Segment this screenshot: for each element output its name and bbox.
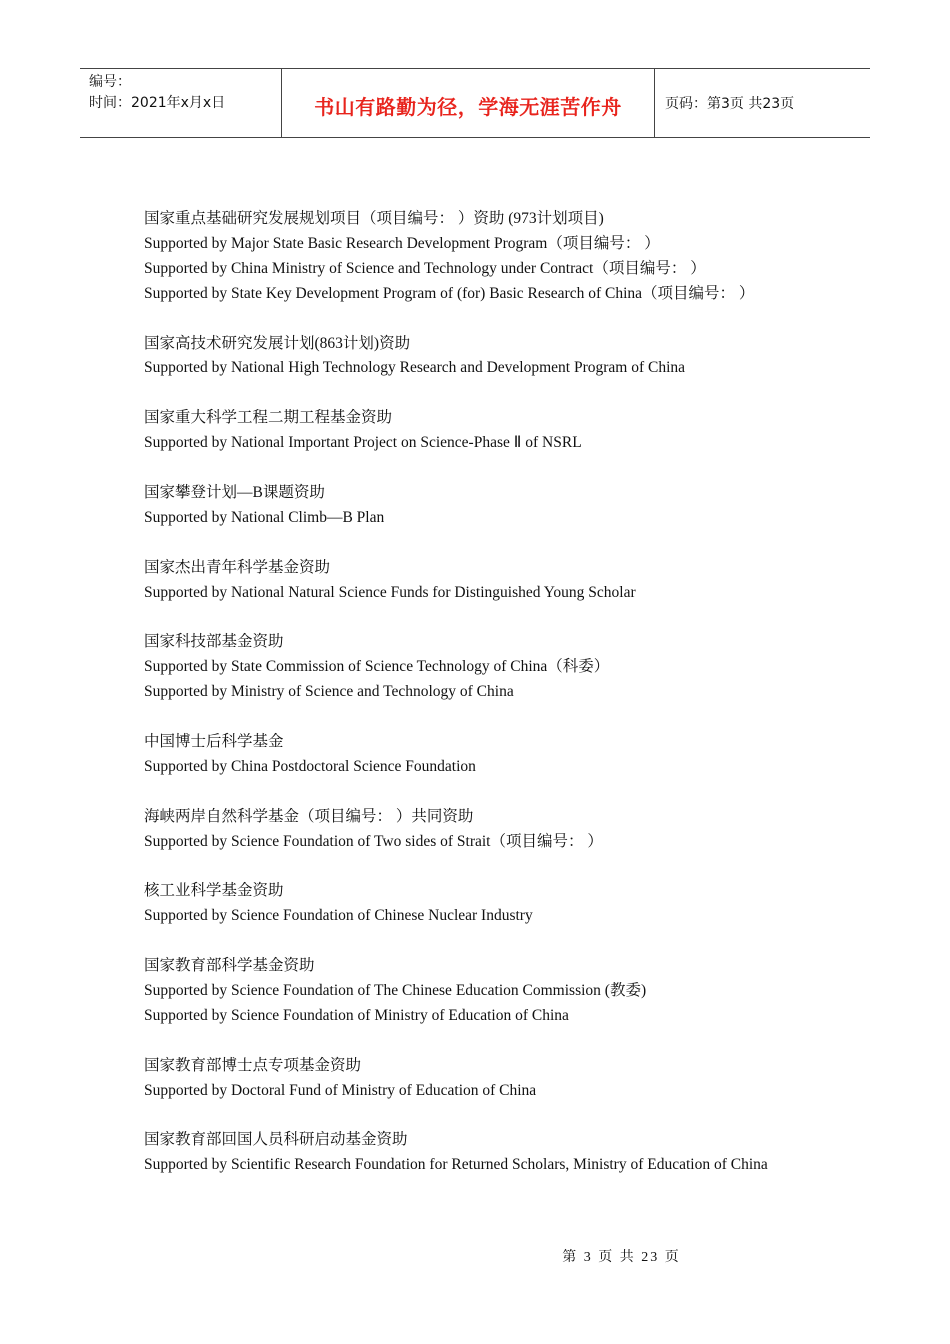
funding-cn: 国家教育部回国人员科研启动基金资助 — [144, 1131, 408, 1149]
funding-block — [144, 556, 806, 606]
funding-en: Supported by National Important Project on Science-Phase Ⅱ of NSRL — [144, 434, 582, 452]
funding-block — [144, 481, 806, 531]
funding-block — [144, 954, 806, 1029]
funding-block — [144, 730, 806, 780]
funding-en: Supported by Ministry of Science and Technology of China — [144, 683, 514, 701]
funding-block — [144, 630, 806, 705]
funding-en: Supported by Science Foundation of Ministry of Education of China — [144, 1006, 569, 1024]
header-motto-cell — [282, 69, 655, 137]
header-meta — [80, 69, 282, 137]
page-footer: 第 3 页 共 23 页 — [562, 1250, 681, 1265]
funding-cn: 国家杰出青年科学基金资助 — [144, 558, 331, 576]
funding-cn: 中国博士后科学基金 — [144, 732, 284, 750]
funding-en: Supported by Scientific Research Foundation for Returned Scholars, Ministry of Education of China — [144, 1156, 768, 1174]
funding-cn: 国家科技部基金资助 — [144, 633, 284, 651]
funding-cn: 国家攀登计划—B课题资助 — [144, 483, 325, 501]
funding-en: Supported by State Key Development Program of (for) Basic Research of China（项目编号： ） — [144, 284, 755, 302]
serial-label: 编号： — [89, 74, 131, 90]
funding-en: Supported by Doctoral Fund of Ministry of Education of China — [144, 1081, 537, 1099]
funding-en: Supported by Science Foundation of The Chinese Education Commission (教委) — [144, 981, 647, 999]
date-label: 时间：2021年x月x日 — [89, 95, 226, 111]
funding-cn: 核工业科学基金资助 — [144, 882, 284, 900]
funding-en: Supported by National Climb—B Plan — [144, 508, 385, 526]
funding-cn: 国家重大科学工程二期工程基金资助 — [144, 409, 393, 427]
motto: 书山有路勤为径，学海无涯苦作舟 — [314, 94, 622, 119]
funding-en: Supported by National High Technology Research and Development Program of China — [144, 359, 686, 377]
funding-block — [144, 1128, 806, 1178]
funding-block — [144, 1054, 806, 1104]
funding-block — [144, 879, 806, 929]
funding-cn: 国家重点基础研究发展规划项目（项目编号： ）资助 (973计划项目) — [144, 210, 604, 227]
funding-cn: 海峡两岸自然科学基金（项目编号： ）共同资助 — [144, 807, 474, 825]
funding-en: Supported by State Commission of Science Technology of China（科委） — [144, 658, 610, 676]
funding-en: Supported by National Natural Science Funds for Distinguished Young Scholar — [144, 583, 636, 601]
funding-cn: 国家教育部科学基金资助 — [144, 957, 315, 975]
funding-en: Supported by Science Foundation of Chinese Nuclear Industry — [144, 907, 533, 925]
funding-cn: 国家高技术研究发展计划(863计划)资助 — [144, 334, 411, 352]
funding-block — [144, 207, 806, 307]
page-header — [80, 68, 870, 138]
funding-block — [144, 406, 806, 456]
header-page-cell — [655, 69, 870, 137]
funding-en: Supported by Science Foundation of Two sides of Strait（项目编号： ） — [144, 832, 603, 850]
funding-en: Supported by China Ministry of Science and Technology under Contract（项目编号： ） — [144, 259, 706, 277]
funding-cn: 国家教育部博士点专项基金资助 — [144, 1056, 362, 1074]
funding-en: Supported by China Postdoctoral Science Foundation — [144, 757, 476, 775]
funding-block — [144, 805, 806, 855]
funding-block — [144, 332, 806, 382]
page-label: 页码：第3页 共23页 — [665, 96, 795, 112]
document-body — [144, 207, 806, 1203]
funding-en: Supported by Major State Basic Research Development Program（项目编号： ） — [144, 234, 660, 252]
